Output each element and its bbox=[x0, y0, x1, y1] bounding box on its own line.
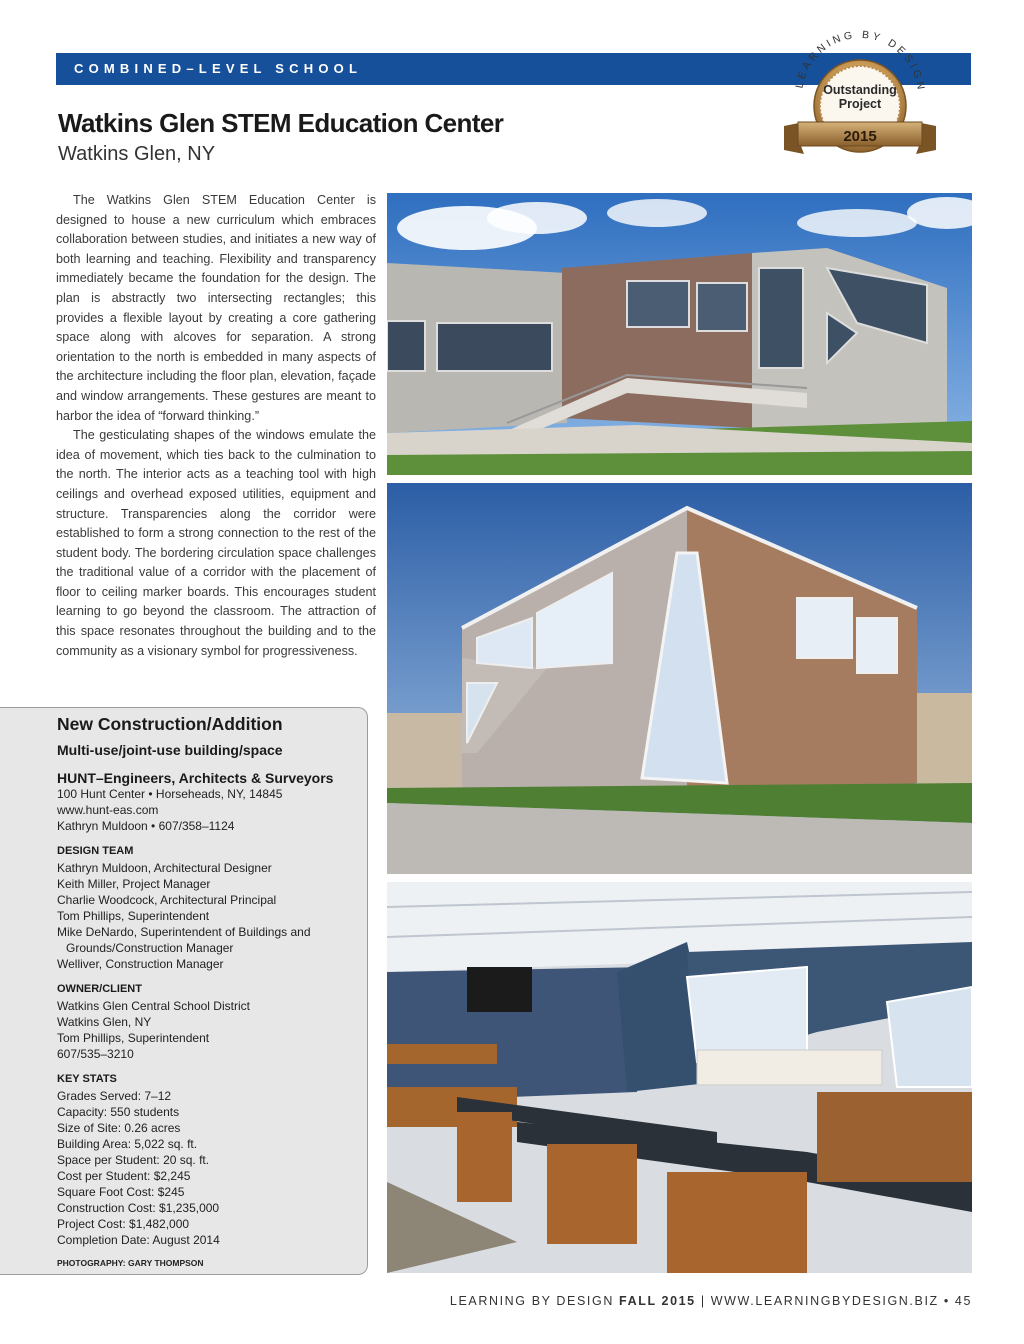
photo-credit: PHOTOGRAPHY: GARY THOMPSON bbox=[57, 1258, 204, 1268]
firm-address: 100 Hunt Center • Horseheads, NY, 14845 bbox=[57, 787, 283, 801]
stat-line: Completion Date: August 2014 bbox=[57, 1233, 220, 1247]
page-footer bbox=[450, 1294, 972, 1308]
footer-separator: | bbox=[700, 1294, 706, 1308]
article-body bbox=[56, 191, 376, 661]
owner-line: Watkins Glen, NY bbox=[57, 1015, 152, 1029]
badge-line1: Outstanding bbox=[823, 83, 897, 97]
project-subcategory: Multi-use/joint-use building/space bbox=[57, 742, 283, 758]
design-team-member: Keith Miller, Project Manager bbox=[57, 877, 211, 891]
stat-line: Space per Student: 20 sq. ft. bbox=[57, 1153, 210, 1167]
footer-bullet: • bbox=[943, 1294, 950, 1308]
footer-issue: FALL 2015 bbox=[619, 1294, 696, 1308]
design-team-member: Kathryn Muldoon, Architectural Designer bbox=[57, 861, 272, 875]
page-title: Watkins Glen STEM Education Center bbox=[58, 108, 504, 138]
project-location: Watkins Glen, NY bbox=[58, 143, 216, 165]
body-paragraph: The gesticulating shapes of the windows emulate the idea of movement, which ties back to the culmination to the north. The interior acts as a teaching tool with high ceilings and overhead exposed utilities, equipment and structure. Transparencies along the corridor were established to form a strong connection to the rest of the student body. The bordering circulation space challenges the traditional value of a corridor with the placement of floor to ceiling marker boards. This encourages student learning to go beyond the classroom. The attraction of this space resonates throughout the building and to the community as a visionary symbol for progressiveness. bbox=[56, 428, 376, 658]
design-team-member: Grounds/Construction Manager bbox=[66, 941, 234, 955]
stat-line: Project Cost: $1,482,000 bbox=[57, 1217, 190, 1231]
firm-contact: Kathryn Muldoon • 607/358–1124 bbox=[57, 819, 235, 833]
project-category: New Construction/Addition bbox=[57, 714, 283, 734]
stat-line: Building Area: 5,022 sq. ft. bbox=[57, 1137, 198, 1151]
badge-arc-text: LEARNING BY DESIGN bbox=[793, 28, 928, 94]
badge-year: 2015 bbox=[843, 128, 877, 145]
badge-line2: Project bbox=[838, 97, 882, 111]
body-paragraph: The Watkins Glen STEM Education Center is designed to house a new curriculum which embraces collaboration between studies, and initiates a new way of both learning and teaching. Flexibility and transparency immediately became the foundation for the design. The plan is abstractly two intersecting rectangles; this provides a flexible layout by creating a core gathering space along with alcoves for separation. A strong orientation to the north is embedded in many aspects of the architecture including the floor plan, elevation, façade and window arrangements. These gestures are meant to harbor the idea of “forward thinking.” bbox=[56, 193, 376, 423]
stat-line: Cost per Student: $2,245 bbox=[57, 1169, 191, 1183]
owner-line: Watkins Glen Central School District bbox=[57, 999, 250, 1013]
section-label: COMBINED–LEVEL SCHOOL bbox=[74, 61, 363, 76]
firm-website: www.hunt-eas.com bbox=[57, 803, 159, 817]
stat-line: Capacity: 550 students bbox=[57, 1105, 180, 1119]
exterior-entrance-photo bbox=[387, 193, 972, 475]
design-team-member: Mike DeNardo, Superintendent of Buildings and bbox=[57, 925, 311, 939]
design-team-member: Charlie Woodcock, Architectural Principal bbox=[57, 893, 277, 907]
owner-line: Tom Phillips, Superintendent bbox=[57, 1031, 210, 1045]
award-badge bbox=[780, 18, 940, 178]
firm-name: HUNT–Engineers, Architects & Surveyors bbox=[57, 770, 334, 786]
owner-line: 607/535–3210 bbox=[57, 1047, 134, 1061]
stat-line: Grades Served: 7–12 bbox=[57, 1089, 172, 1103]
key-stats-heading: KEY STATS bbox=[57, 1073, 117, 1085]
owner-heading: OWNER/CLIENT bbox=[57, 983, 142, 995]
interior-lab-photo bbox=[387, 882, 972, 1273]
stat-line: Size of Site: 0.26 acres bbox=[57, 1121, 181, 1135]
footer-publication: LEARNING BY DESIGN bbox=[449, 1294, 614, 1308]
design-team-member: Tom Phillips, Superintendent bbox=[57, 909, 210, 923]
page-number: 45 bbox=[954, 1294, 972, 1308]
stat-line: Square Foot Cost: $245 bbox=[57, 1185, 185, 1199]
design-team-heading: DESIGN TEAM bbox=[57, 845, 134, 857]
project-info bbox=[57, 714, 357, 1268]
stat-line: Construction Cost: $1,235,000 bbox=[57, 1201, 220, 1215]
design-team-member: Welliver, Construction Manager bbox=[57, 957, 224, 971]
exterior-corner-photo bbox=[387, 483, 972, 874]
footer-website: WWW.LEARNINGBYDESIGN.BIZ bbox=[710, 1294, 939, 1308]
